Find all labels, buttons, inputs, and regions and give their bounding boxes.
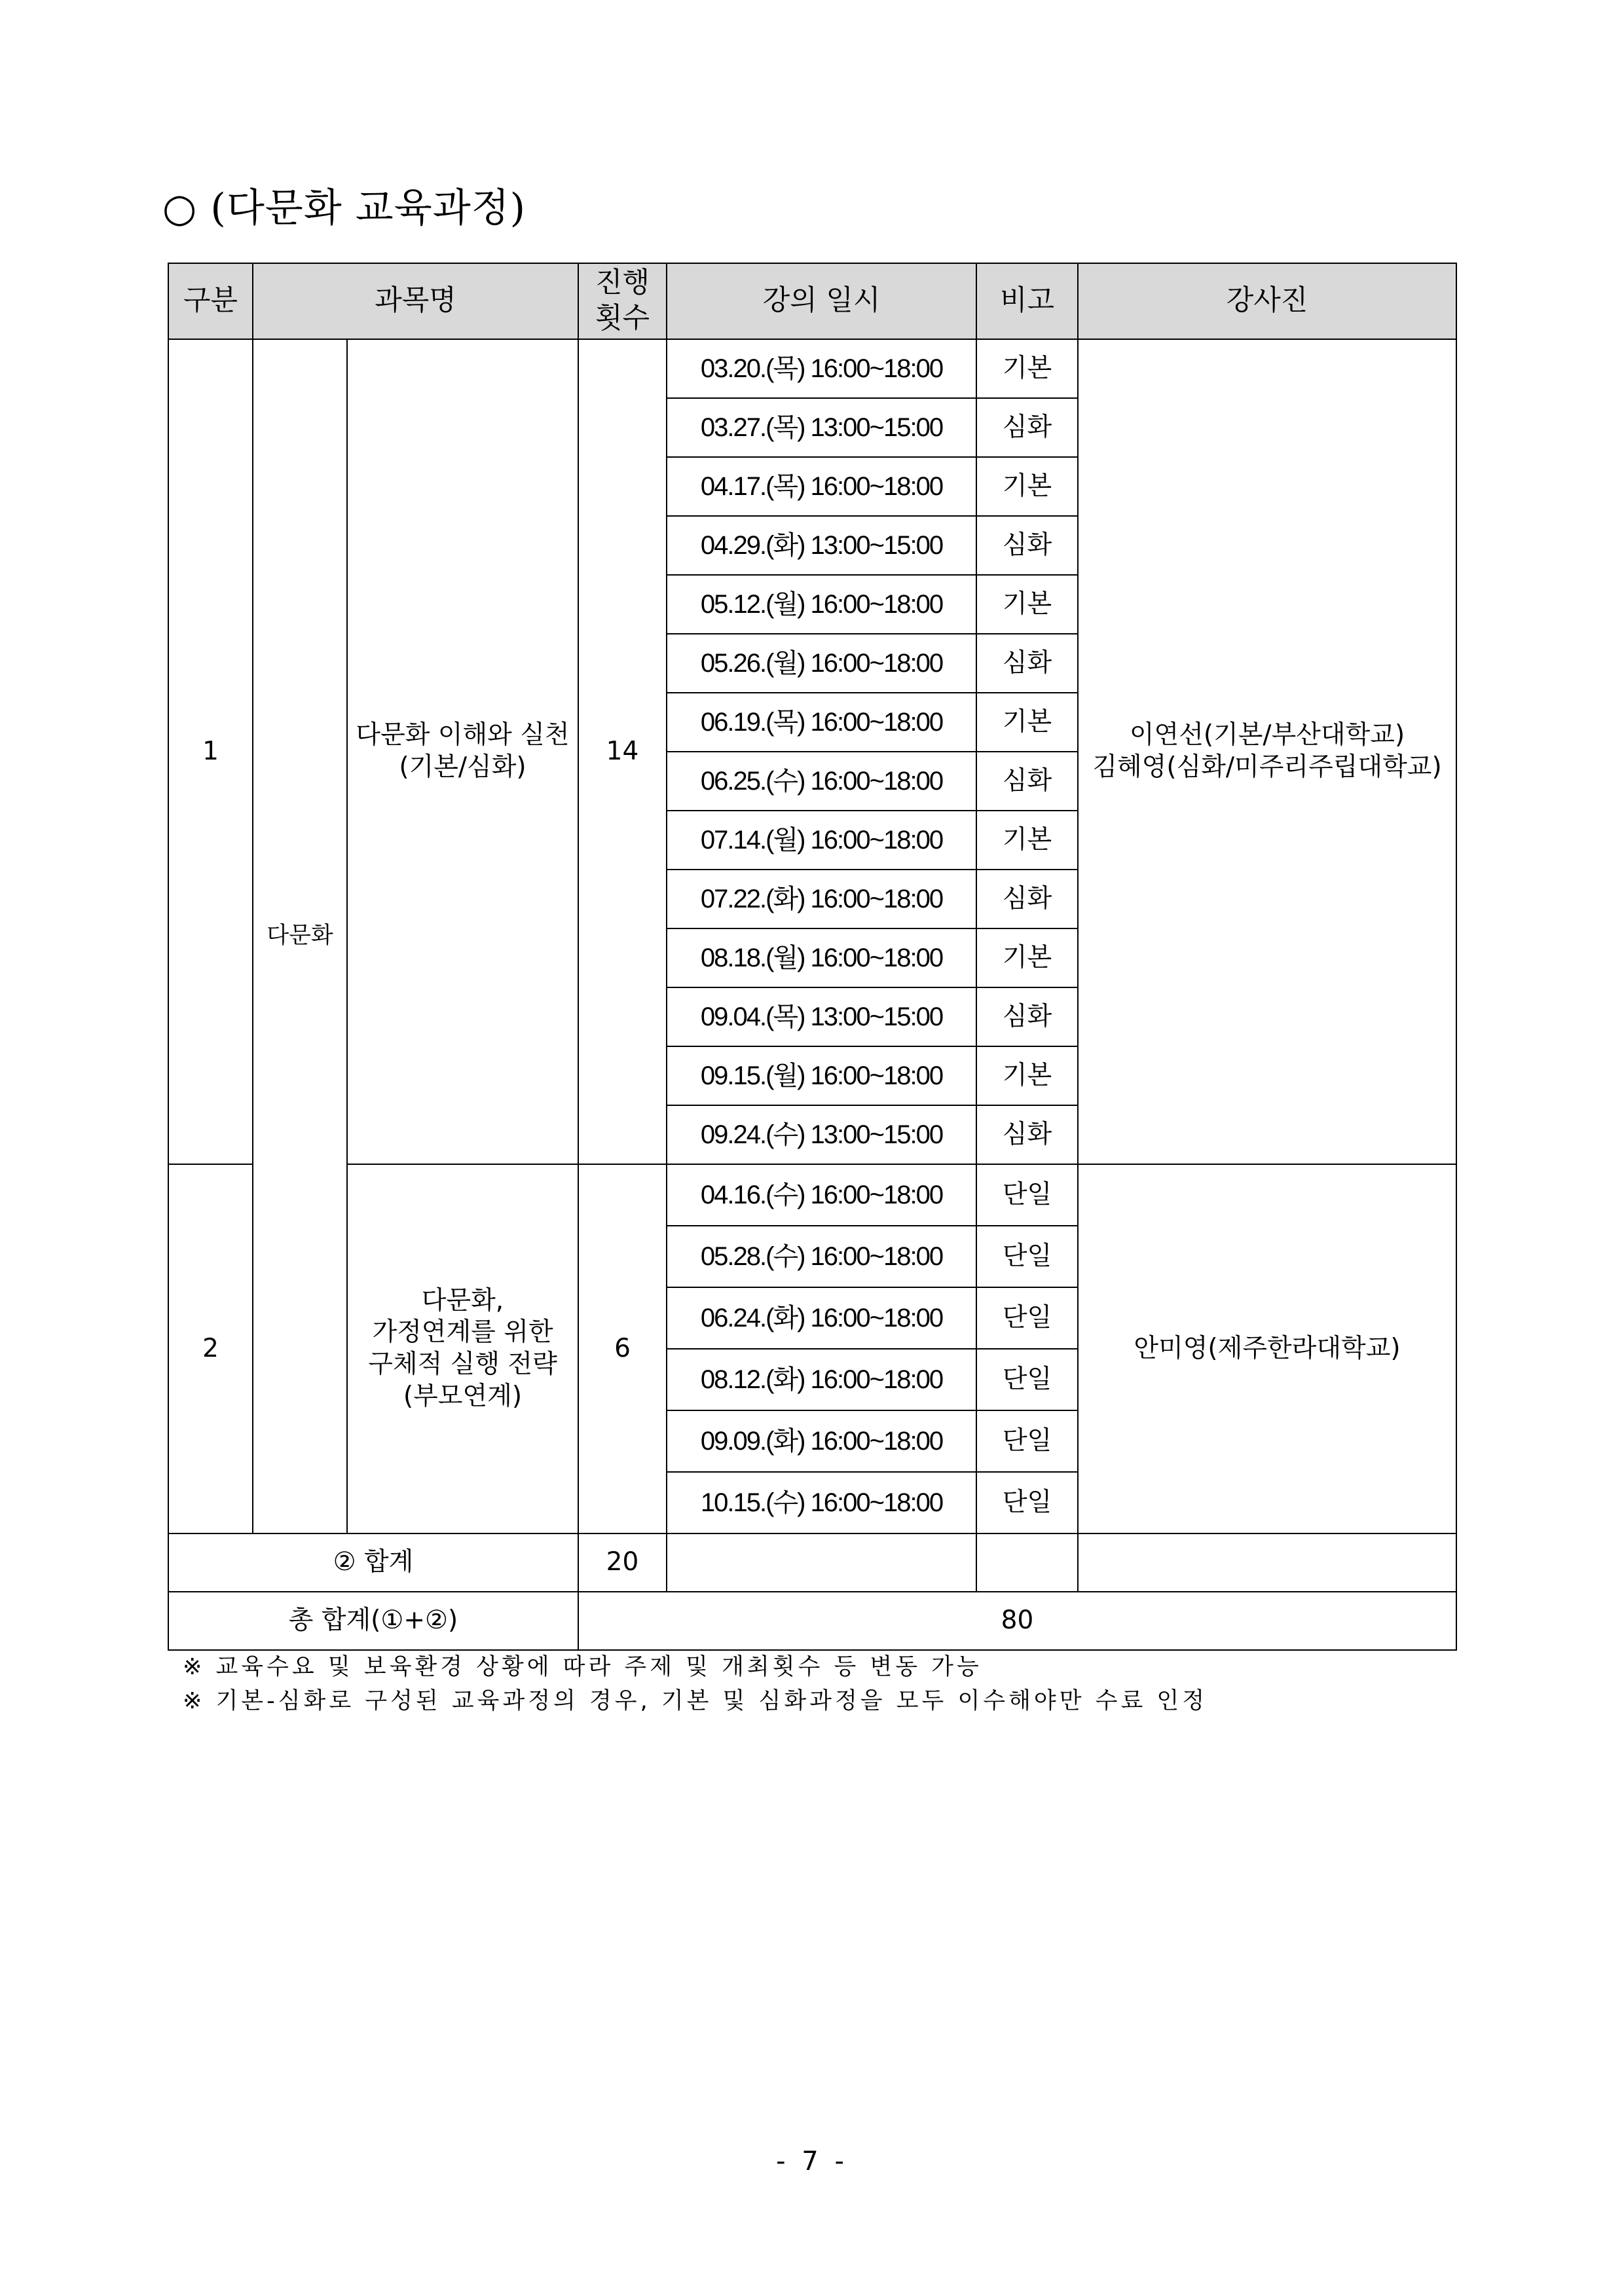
session-note: 심화	[976, 987, 1078, 1046]
course1-name-line1: 다문화 이해와 실천	[356, 720, 570, 750]
course2-name-line2: 가정연계를 위한	[372, 1317, 553, 1348]
session-date: 03.27.(목) 13:00~15:00	[667, 398, 976, 457]
session-date: 05.12.(월) 16:00~18:00	[667, 575, 976, 634]
footnote: ※ 교육수요 및 보육환경 상황에 따라 주제 및 개최횟수 등 변동 가능	[183, 1654, 982, 1680]
session-note: 기본	[976, 811, 1078, 870]
session-note: 심화	[976, 634, 1078, 693]
subtotal-label: ② 합계	[168, 1533, 578, 1592]
session-note: 기본	[976, 339, 1078, 398]
session-date: 04.29.(화) 13:00~15:00	[667, 516, 976, 575]
session-date: 04.17.(목) 16:00~18:00	[667, 457, 976, 516]
session-note: 기본	[976, 1046, 1078, 1105]
total-row	[168, 1592, 1456, 1650]
session-note: 심화	[976, 752, 1078, 811]
header-count-line1: 진행	[595, 266, 650, 300]
session-date: 09.09.(화) 16:00~18:00	[667, 1410, 976, 1472]
session-date: 05.26.(월) 16:00~18:00	[667, 634, 976, 693]
header-category: 구분	[168, 263, 253, 339]
session-date: 08.12.(화) 16:00~18:00	[667, 1349, 976, 1410]
course2-name-line3: 구체적 실행 전략	[368, 1349, 557, 1379]
session-date: 06.25.(수) 16:00~18:00	[667, 752, 976, 811]
course1-instructor-line2: 김혜영(심화/미주리주립대학교)	[1092, 752, 1442, 782]
header-count-line2: 횟수	[595, 302, 650, 335]
session-date: 09.04.(목) 13:00~15:00	[667, 987, 976, 1046]
session-note: 단일	[976, 1287, 1078, 1349]
session-note: 단일	[976, 1164, 1078, 1226]
course2-name-line4: (부모연계)	[403, 1381, 523, 1411]
header-count	[578, 263, 667, 339]
session-note: 단일	[976, 1472, 1078, 1533]
total-label: 총 합계(①+②)	[168, 1592, 578, 1650]
course2-number: 2	[168, 1164, 253, 1533]
table-row	[168, 339, 1456, 398]
session-note: 기본	[976, 457, 1078, 516]
course2-name	[347, 1164, 578, 1533]
subtotal-empty-note	[976, 1533, 1078, 1592]
header-note: 비고	[976, 263, 1078, 339]
session-date: 07.22.(화) 16:00~18:00	[667, 870, 976, 928]
session-note: 단일	[976, 1410, 1078, 1472]
session-note: 심화	[976, 870, 1078, 928]
session-date: 09.15.(월) 16:00~18:00	[667, 1046, 976, 1105]
session-date: 04.16.(수) 16:00~18:00	[667, 1164, 976, 1226]
session-date: 07.14.(월) 16:00~18:00	[667, 811, 976, 870]
session-note: 심화	[976, 516, 1078, 575]
session-date: 09.24.(수) 13:00~15:00	[667, 1105, 976, 1164]
header-subject: 과목명	[253, 263, 578, 339]
session-date: 06.19.(목) 16:00~18:00	[667, 693, 976, 752]
subtotal-count: 20	[578, 1533, 667, 1592]
header-instructor: 강사진	[1078, 263, 1456, 339]
session-date: 05.28.(수) 16:00~18:00	[667, 1226, 976, 1287]
subtotal-empty-date	[667, 1533, 976, 1592]
total-value: 80	[578, 1592, 1456, 1650]
course-schedule-table	[168, 263, 1457, 1651]
session-note: 심화	[976, 398, 1078, 457]
course1-count: 14	[578, 339, 667, 1164]
footnotes	[183, 1650, 1208, 1718]
session-note: 기본	[976, 693, 1078, 752]
course1-number: 1	[168, 339, 253, 1164]
course2-count: 6	[578, 1164, 667, 1533]
session-note: 단일	[976, 1226, 1078, 1287]
session-note: 기본	[976, 928, 1078, 987]
session-date: 03.20.(목) 16:00~18:00	[667, 339, 976, 398]
course1-name-line2: (기본/심화)	[399, 752, 526, 782]
session-date: 06.24.(화) 16:00~18:00	[667, 1287, 976, 1349]
header-datetime: 강의 일시	[667, 263, 976, 339]
course1-name	[347, 339, 578, 1164]
session-note: 단일	[976, 1349, 1078, 1410]
session-note: 심화	[976, 1105, 1078, 1164]
course2-name-line1: 다문화,	[421, 1285, 504, 1315]
course1-instructors	[1078, 339, 1456, 1164]
subtotal-row	[168, 1533, 1456, 1592]
course2-instructor: 안미영(제주한라대학교)	[1078, 1164, 1456, 1533]
page-title: ○ (다문화 교육과정)	[162, 185, 526, 231]
footnote: ※ 기본-심화로 구성된 교육과정의 경우, 기본 및 심화과정을 모두 이수해야만 수료 인정	[183, 1688, 1208, 1714]
session-note: 기본	[976, 575, 1078, 634]
group-label: 다문화	[253, 339, 347, 1533]
course1-instructor-line1: 이연선(기본/부산대학교)	[1129, 720, 1405, 750]
session-date: 08.18.(월) 16:00~18:00	[667, 928, 976, 987]
subtotal-empty-instructor	[1078, 1533, 1456, 1592]
page-number: - 7 -	[776, 2146, 848, 2176]
session-date: 10.15.(수) 16:00~18:00	[667, 1472, 976, 1533]
table-row	[168, 1164, 1456, 1226]
header-row	[168, 263, 1456, 339]
